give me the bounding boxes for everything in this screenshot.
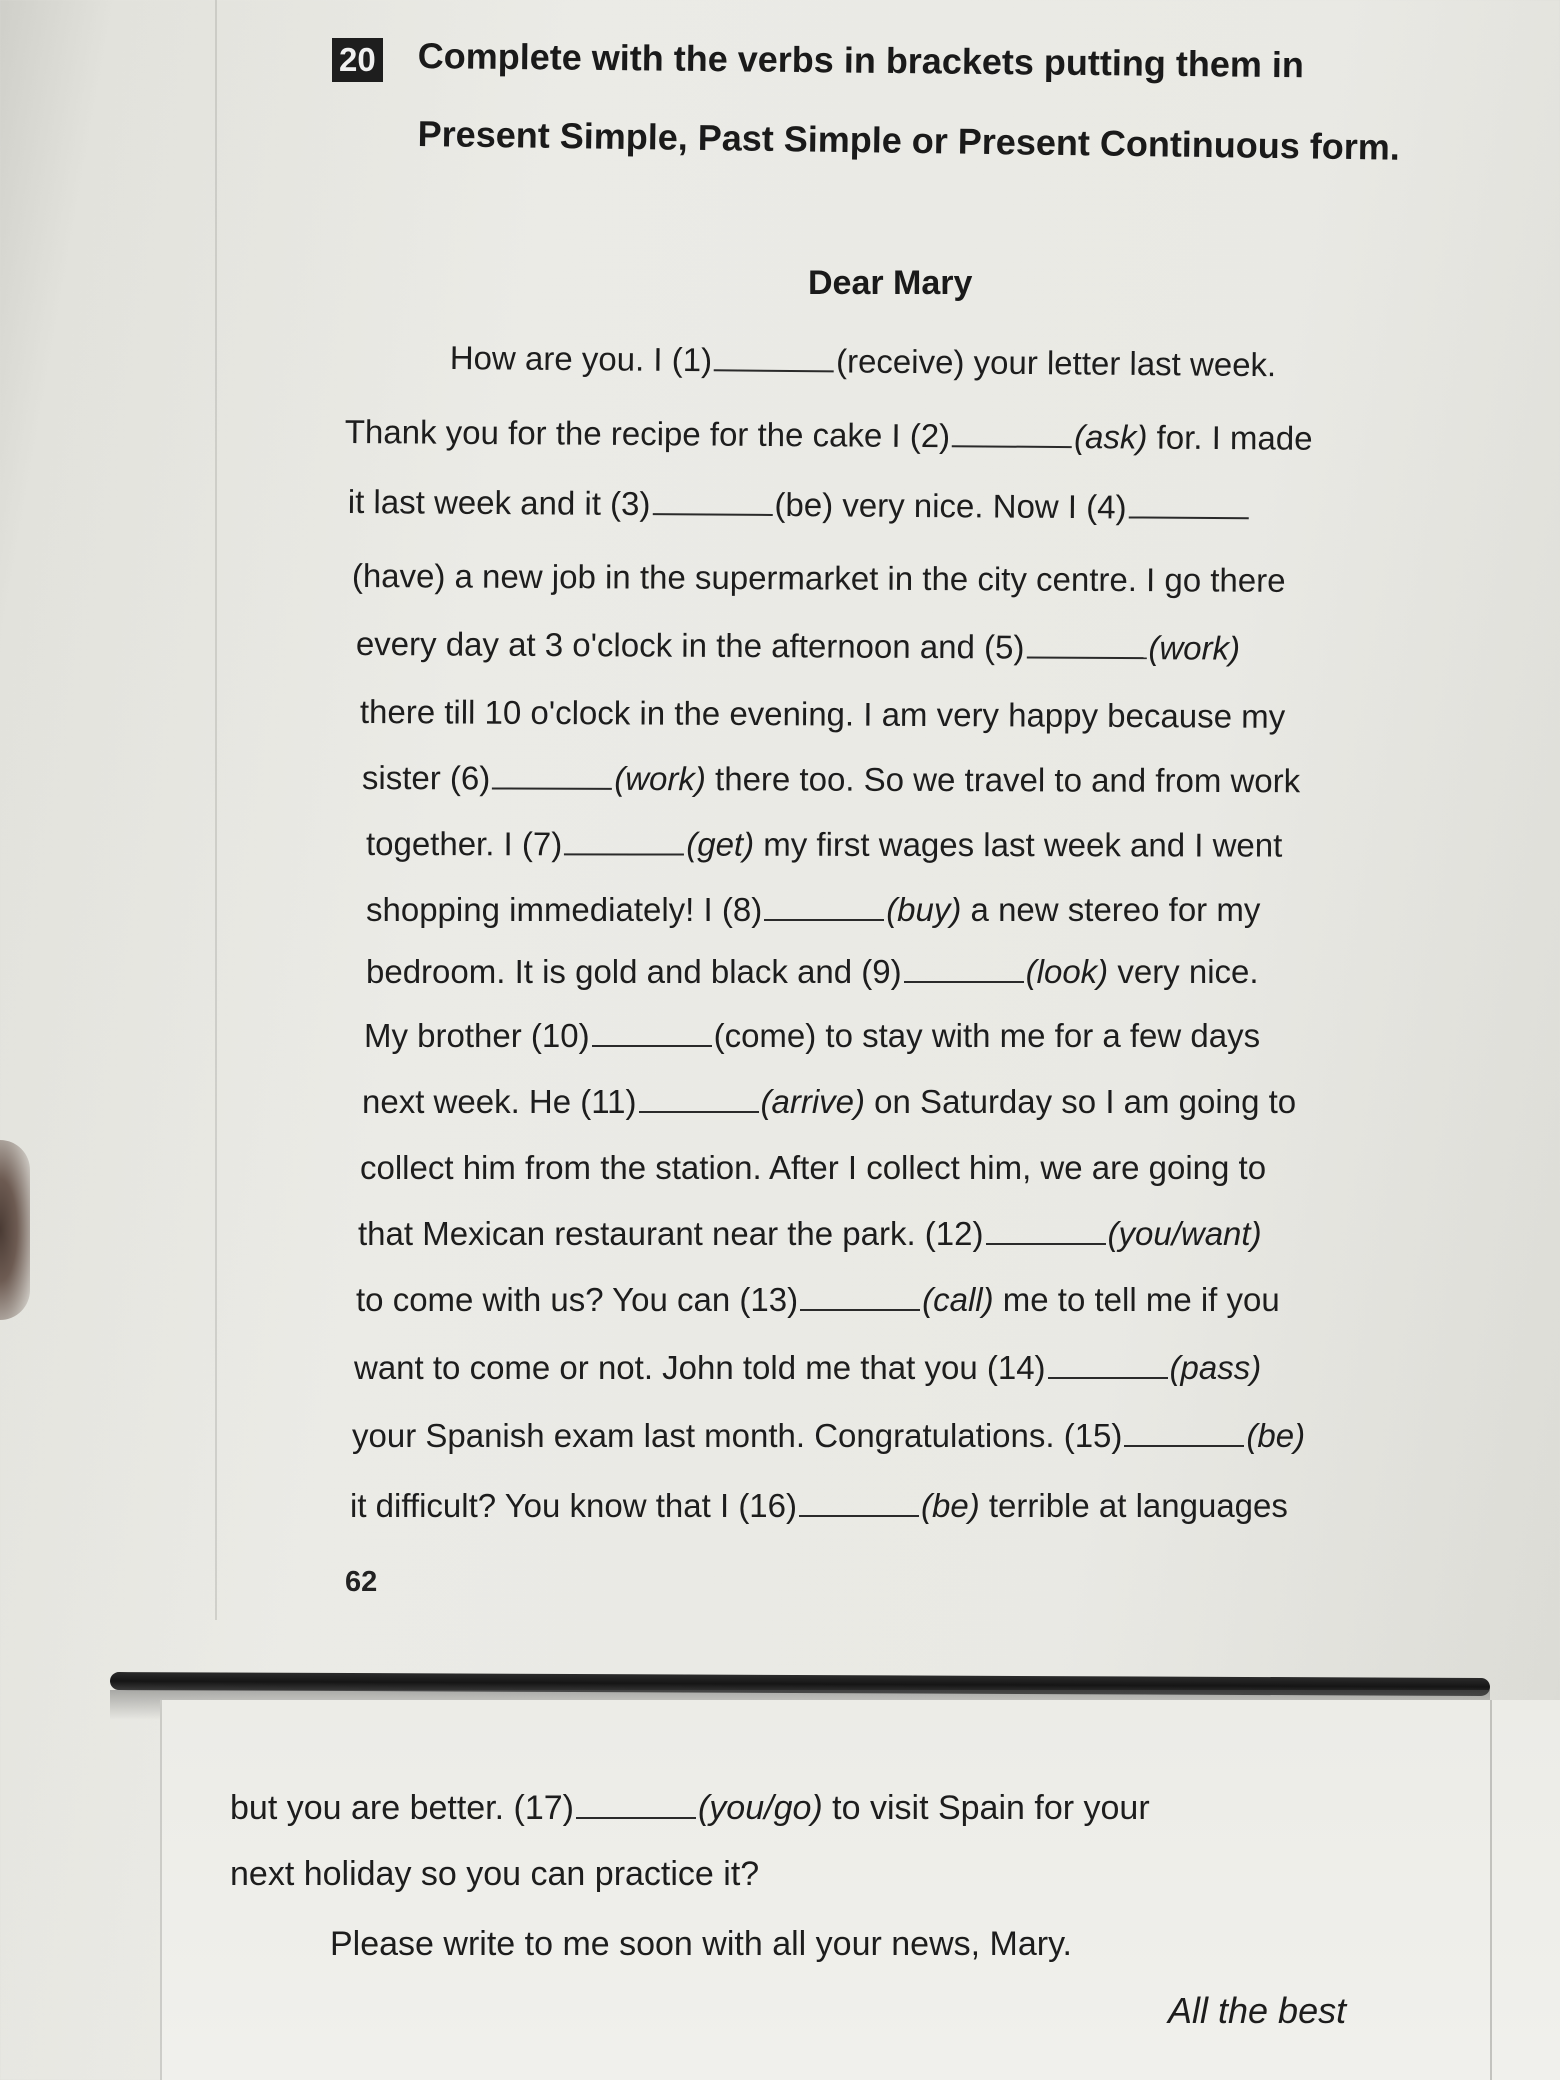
letter-line-11: My brother (10) (come) to stay with me for a few days [364, 1017, 1261, 1054]
letter-line-7: sister (6) (work) there too. So we travel to and from work [361, 759, 1301, 800]
page-number: 62 [345, 1566, 378, 1598]
finger-shadow [0, 1140, 30, 1320]
letter-line-18: it difficult? You know that I (16) (be) terrible at languages [350, 1487, 1288, 1524]
letter-line-16: want to come or not. John told me that you (14) (pass) [354, 1349, 1262, 1386]
letter-line-13: collect him from the station. After I collect him, we are going to [360, 1149, 1267, 1186]
letter-line-3: it last week and it (3) (be) very nice. Now I (4) [348, 480, 1251, 530]
answer-blank-14[interactable] [1048, 1351, 1168, 1379]
letter-line-17: your Spanish exam last month. Congratulations. (15) (be) [352, 1417, 1306, 1454]
letter-line-1: How are you. I (1) (receive) your letter last week. [449, 338, 1277, 384]
letter-line-15: to come with us? You can (13) (call) me to tell me if you [356, 1281, 1280, 1318]
continued-line-3: Please write to me soon with all your news, Mary. [330, 1925, 1072, 1963]
letter-salutation: Dear Mary [808, 264, 973, 302]
continued-line-2: next holiday so you can practice it? [230, 1855, 760, 1893]
answer-blank-7[interactable] [564, 827, 684, 855]
letter-line-9: shopping immediately! I (8) (buy) a new stereo for my [366, 891, 1261, 928]
answer-blank-1[interactable] [714, 343, 834, 372]
letter-line-5: every day at 3 o'clock in the afternoon and (5) (work) [355, 624, 1241, 667]
answer-blank-13[interactable] [800, 1283, 920, 1311]
answer-blank-5[interactable] [1026, 631, 1146, 660]
continued-line-1: but you are better. (17) (you/go) to visit Spain for your [230, 1789, 1150, 1827]
answer-blank-3[interactable] [652, 487, 772, 516]
letter-line-8: together. I (7) (get) my first wages last week and I went [365, 825, 1283, 864]
answer-blank-15[interactable] [1124, 1419, 1244, 1447]
instruction-line-1: Complete with the verbs in brackets putting them in [417, 34, 1305, 86]
letter-line-12: next week. He (11) (arrive) on Saturday so I am going to [362, 1083, 1297, 1120]
letter-line-10: bedroom. It is gold and black and (9) (look) very nice. [366, 953, 1259, 990]
answer-blank-6[interactable] [492, 761, 612, 789]
answer-blank-17[interactable] [576, 1791, 696, 1819]
answer-blank-11[interactable] [639, 1085, 759, 1113]
letter-line-6: there till 10 o'clock in the evening. I am very happy because my [359, 692, 1286, 735]
answer-blank-10[interactable] [592, 1019, 712, 1047]
letter-line-4: (have) a new job in the supermarket in the city centre. I go there [351, 556, 1286, 599]
page-fold-line [215, 0, 217, 1620]
letter-line-2: Thank you for the recipe for the cake I (2) (ask) for. I made [344, 412, 1313, 457]
answer-blank-4[interactable] [1128, 490, 1248, 519]
letter-line-14: that Mexican restaurant near the park. (12) (you/want) [358, 1215, 1262, 1252]
answer-blank-12[interactable] [986, 1217, 1106, 1245]
answer-blank-8[interactable] [764, 893, 884, 921]
exercise-number-badge: 20 [332, 38, 383, 82]
answer-blank-2[interactable] [952, 419, 1072, 448]
answer-blank-9[interactable] [904, 955, 1024, 983]
answer-blank-16[interactable] [799, 1489, 919, 1517]
instruction-line-2: Present Simple, Past Simple or Present Continuous form. [417, 112, 1401, 168]
letter-signoff: All the best [1168, 1990, 1347, 2031]
next-page-fold [1490, 1700, 1492, 2080]
